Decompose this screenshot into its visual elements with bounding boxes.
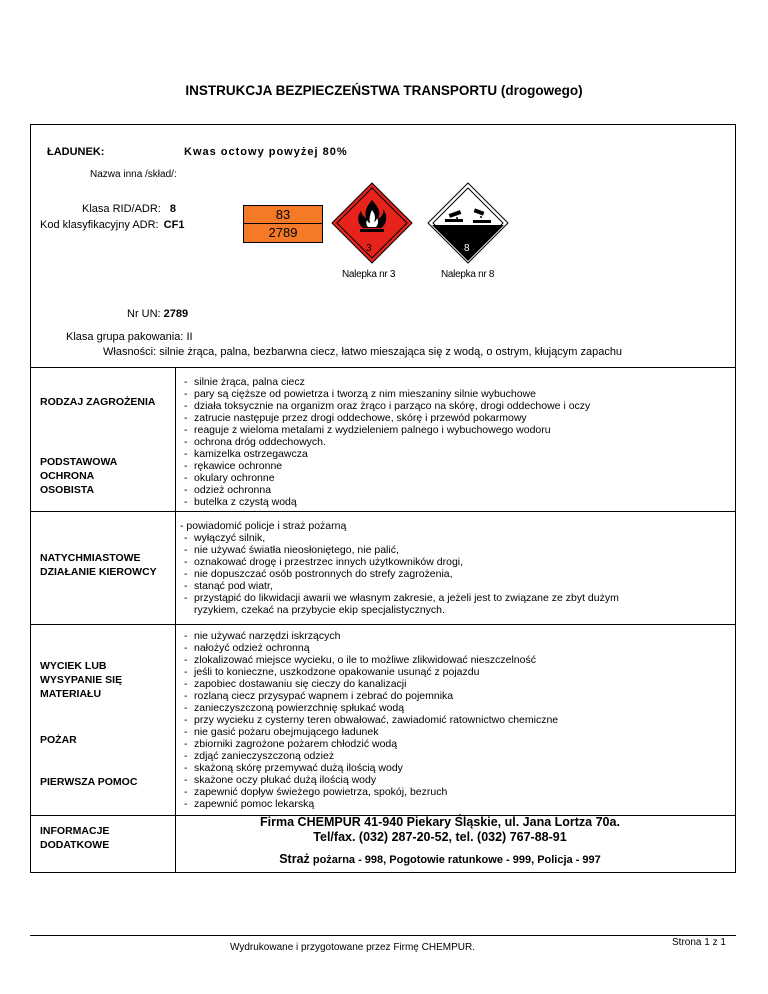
divider	[30, 624, 736, 625]
list-item: - wyłączyć silnik,	[184, 532, 266, 544]
firm-phone: Tel/fax. (032) 287-20-52, tel. (032) 767-88-91	[313, 830, 567, 844]
list-item: - nie używać światła nieosłoniętego, nie palić,	[184, 544, 399, 556]
label3-number: 3	[366, 243, 372, 254]
list-item: - zanieczyszczoną powierzchnię spłukać wodą	[184, 702, 405, 714]
list-item: - skażoną skórę przemywać dużą ilością wody	[184, 762, 403, 774]
orange-un-panel	[243, 205, 323, 243]
class-label: Klasa RID/ADR: 8	[82, 203, 177, 215]
spill-fire-aid-list	[184, 630, 558, 810]
list-item: - działa toksycznie na organizm oraz żrąco i parząco na skórę, drogi oddechowe i oczy	[184, 400, 591, 412]
list-item: - przy wycieku z cysterny teren obwałować, zawiadomić ratownictwo chemiczne	[184, 714, 559, 726]
footer-prepared: Wydrukowane i przygotowane przez Firmę CHEMPUR.	[230, 942, 475, 953]
list-item: - nie dopuszczać osób postronnych do strefy zagrożenia,	[184, 568, 453, 580]
list-item: - zapobiec dostawaniu się cieczy do kanalizacji	[184, 678, 407, 690]
list-item: - stanąć pod wiatr,	[184, 580, 273, 592]
list-item: - zapewnić dopływ świeżego powietrza, spokój, bezruch	[184, 786, 448, 798]
list-item: - zatrucie następuje przez drogi oddechowe, skórę i przewód pokarmowy	[184, 412, 527, 424]
divider	[30, 511, 736, 512]
section-basic-protection: PODSTAWOWA OCHRONA OSOBISTA	[40, 456, 117, 496]
packing-group: Klasa grupa pakowania: II	[66, 331, 193, 343]
un-number: Nr UN: 2789	[127, 308, 189, 320]
classification-code: Kod klasyfikacyjny ADR: CF1	[40, 219, 185, 231]
list-item-continuation: ryzykiem, czekać na przybycie ekip specjalistycznych.	[194, 604, 445, 616]
list-item: - przystąpić do likwidacji awarii we własnym zakresie, a jeżeli jest to związane ze zbyt dużym	[184, 592, 619, 604]
hazard-protection-list	[184, 376, 590, 508]
section-first-aid: PIERWSZA POMOC	[40, 776, 138, 788]
list-item: - butelka z czystą wodą	[184, 496, 297, 508]
list-item: - odzież ochronna	[184, 484, 272, 496]
list-item: - zdjąć zanieczyszczoną odzież	[184, 750, 335, 762]
list-item: - nie gasić pożaru obejmującego ładunek	[184, 726, 379, 738]
label8-number: 8	[464, 243, 470, 254]
list-item: - zbiorniki zagrożone pożarem chłodzić wodą	[184, 738, 398, 750]
emergency-numbers: Straż pożarna - 998, Pogotowie ratunkowe - 999, Policja - 997	[279, 852, 601, 866]
list-item: - nie używać narzędzi iskrzących	[184, 630, 341, 642]
divider	[30, 367, 736, 368]
list-item: - zapewnić pomoc lekarską	[184, 798, 315, 810]
list-item: - skażone oczy płukać dużą ilością wody	[184, 774, 377, 786]
actions-list	[180, 520, 619, 616]
cargo-label: ŁADUNEK:	[47, 146, 105, 158]
section-immediate-action: NATYCHMIASTOWE DZIAŁANIE KIEROWCY	[40, 552, 157, 578]
list-item: - zlokalizować miejsce wycieku, o ile to możliwe zlikwidować nieszczelność	[184, 654, 536, 666]
footer-divider	[30, 935, 736, 936]
list-item: - silnie żrąca, palna ciecz	[184, 376, 305, 388]
list-item: - ochrona dróg oddechowych.	[184, 436, 326, 448]
other-name-label: Nazwa inna /skład/:	[90, 169, 177, 180]
hazard-number: 83	[244, 206, 322, 224]
list-item: - nałożyć odzież ochronną	[184, 642, 310, 654]
list-item: - rozlaną ciecz przysypać wapnem i zebrać do pojemnika	[184, 690, 454, 702]
label8-caption: Nalepka nr 8	[441, 269, 495, 280]
section-additional-info: INFORMACJE DODATKOWE	[40, 825, 110, 851]
label3-caption: Nalepka nr 3	[342, 269, 396, 280]
list-item: - reaguje z wieloma metalami z wydzieleniem palnego i wybuchowego wodoru	[184, 424, 551, 436]
flammable-label-icon	[331, 182, 413, 264]
list-item: - pary są cięższe od powietrza i tworzą z nim mieszaniny silnie wybuchowe	[184, 388, 536, 400]
section-fire: POŻAR	[40, 734, 77, 746]
list-item: - powiadomić policje i straż pożarną	[180, 520, 347, 532]
list-item: - jeśli to konieczne, uszkodzone opakowanie usunąć z pojazdu	[184, 666, 480, 678]
section-spill: WYCIEK LUB WYSYPANIE SIĘ MATERIAŁU	[40, 660, 123, 700]
properties: Własności: silnie żrąca, palna, bezbarwna ciecz, łatwo mieszająca się z wodą, o ostrym, kłującym zapachu	[103, 346, 623, 358]
firm-address: Firma CHEMPUR 41-940 Piekary Śląskie, ul. Jana Lortza 70a.	[260, 815, 620, 829]
cargo-value: Kwas octowy powyżej 80%	[184, 146, 348, 158]
section-hazard-type: RODZAJ ZAGROŻENIA	[40, 396, 156, 408]
list-item: - kamizelka ostrzegawcza	[184, 448, 308, 460]
page-title: INSTRUKCJA BEZPIECZEŃSTWA TRANSPORTU (drogowego)	[185, 83, 583, 98]
list-item: - okulary ochronne	[184, 472, 275, 484]
list-item: - rękawice ochronne	[184, 460, 283, 472]
page-number: Strona 1 z 1	[672, 937, 726, 948]
column-divider	[175, 367, 176, 873]
un-number-panel: 2789	[268, 225, 298, 240]
list-item: - oznakować drogę i przestrzec innych użytkowników drogi,	[184, 556, 464, 568]
